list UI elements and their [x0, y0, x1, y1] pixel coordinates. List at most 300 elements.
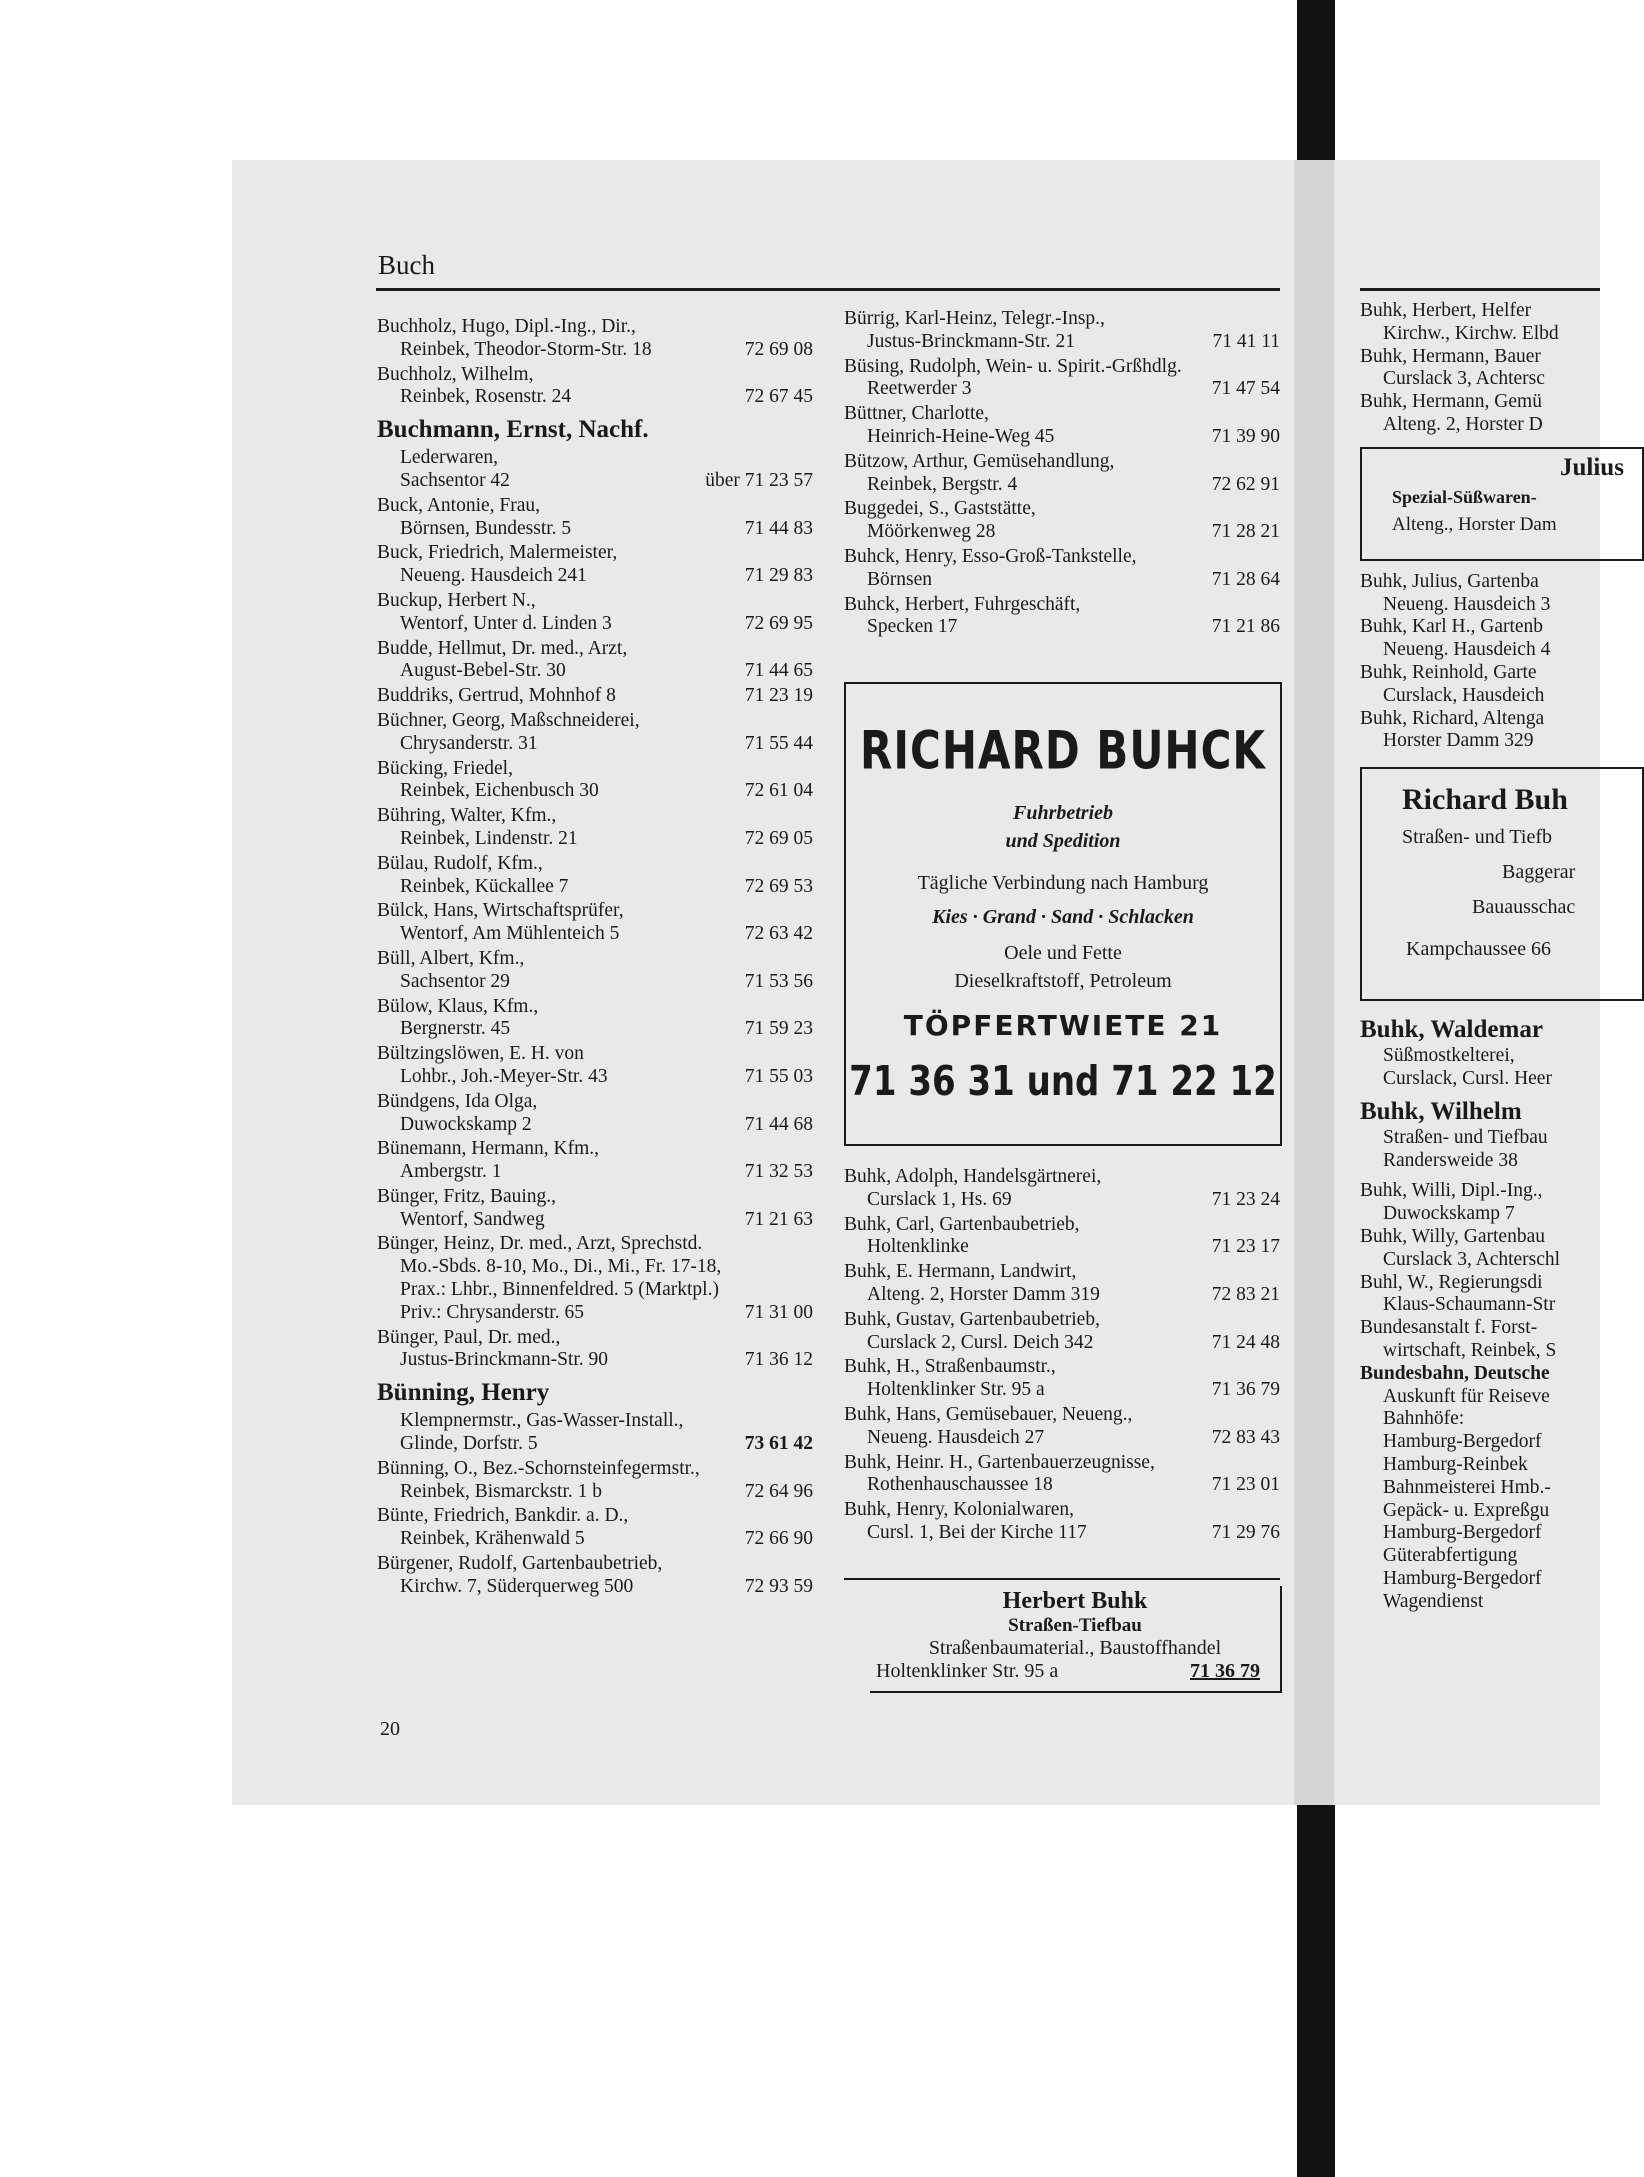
entry-line [844, 1379, 1280, 1402]
entry-text: Bülau, Rudolf, Kfm., [377, 852, 543, 874]
entry-line [377, 590, 813, 613]
entry-text: Reinbek, Rosenstr. 24 [400, 386, 572, 408]
entry-line [377, 1233, 813, 1256]
ad-richard-line-1: Straßen- und Tiefb [1402, 825, 1552, 848]
entry-text: Holtenklinke [867, 1236, 969, 1258]
entry-text: Buckup, Herbert N., [377, 589, 536, 611]
entry-line: wirtschaft, Reinbek, S [1383, 1339, 1557, 1361]
entry-line: Hamburg-Bergedorf [1383, 1522, 1542, 1544]
entry-line [377, 710, 813, 733]
phone-number: 71 44 65 [744, 660, 813, 682]
phone-number: 72 83 21 [1211, 1283, 1280, 1305]
entry-text: Bürgener, Rudolf, Gartenbaubetrieb, [377, 1553, 663, 1575]
entry-line: Horster Damm 329 [1383, 730, 1534, 752]
ad-line-2: Kies · Grand · Sand · Schlacken [932, 906, 1194, 928]
directory-entry [377, 900, 813, 946]
directory-entry [377, 1410, 813, 1456]
entry-text: Neueng. Hausdeich 241 [400, 565, 587, 587]
directory-entry [844, 356, 1280, 402]
phone-number: 71 29 76 [1211, 1521, 1280, 1543]
directory-entry [844, 1309, 1280, 1355]
phone-number: 71 23 24 [1211, 1188, 1280, 1210]
entry-text: Bergnerstr. 45 [400, 1018, 511, 1040]
entry-line: Hamburg-Reinbek [1383, 1453, 1528, 1475]
entry-text: Duwockskamp 2 [400, 1113, 532, 1135]
directory-entry [377, 1327, 813, 1373]
phone-number: 72 69 95 [744, 612, 813, 634]
entry-text: Büchner, Georg, Maßschneiderei, [377, 709, 640, 731]
entry-text: Buchholz, Hugo, Dipl.-Ing., Dir., [377, 316, 636, 337]
entry-text: Buhk, Heinr. H., Gartenbauerzeugnisse, [844, 1451, 1155, 1473]
entry-line [844, 451, 1280, 474]
directory-entry [377, 685, 813, 708]
entry-line [377, 971, 813, 994]
phone-number: 72 93 59 [744, 1575, 813, 1597]
entry-line: Güterabfertigung [1383, 1545, 1518, 1567]
directory-entry [377, 1138, 813, 1184]
ad-richard-line-3: Bauausschac [1472, 895, 1576, 918]
entry-line [844, 1166, 1280, 1189]
directory-entry [844, 1214, 1280, 1260]
entry-text: Bühring, Walter, Kfm., [377, 805, 557, 827]
phone-number: 72 67 45 [744, 386, 813, 408]
entry-line [377, 828, 813, 851]
entry-line: Buhk, Richard, Altenga [1360, 707, 1545, 729]
entry-line [844, 1474, 1280, 1497]
entry-line: Buhk, Willy, Gartenbau [1360, 1225, 1545, 1247]
entry-text: Buchholz, Wilhelm, [377, 363, 534, 385]
entry-text: Büttner, Charlotte, [844, 403, 989, 425]
entry-text: Bünte, Friedrich, Bankdir. a. D., [377, 1505, 629, 1527]
phone-number: 72 69 05 [744, 827, 813, 849]
directory-entry [844, 1404, 1280, 1450]
entry-text: Buhk, H., Straßenbaumstr., [844, 1356, 1056, 1378]
entry-line [844, 426, 1280, 449]
directory-entry [844, 308, 1280, 354]
entry-line [844, 1284, 1280, 1307]
entry-text: Sachsentor 42 [400, 469, 510, 491]
ad-julius-title: Julius [1560, 453, 1624, 481]
entry-line [377, 1553, 813, 1576]
ad-subtitle-2: und Spedition [1005, 830, 1121, 852]
entry-text: Möörkenweg 28 [867, 521, 996, 543]
phone-number: 71 55 03 [744, 1065, 813, 1087]
directory-entry [844, 1166, 1280, 1212]
directory-entry [377, 447, 813, 493]
entry-text: Buhk, Adolph, Handelsgärtnerei, [844, 1166, 1102, 1187]
entry-line: Klaus-Schaumann-Str [1383, 1294, 1556, 1316]
entry-text: Bützow, Arthur, Gemüsehandlung, [844, 450, 1115, 472]
entry-line [844, 1404, 1280, 1427]
phone-number: 71 55 44 [744, 732, 813, 754]
entry-line [377, 1302, 813, 1325]
entry-text: Büll, Albert, Kfm., [377, 947, 525, 969]
header-rule [376, 288, 1280, 291]
directory-entry [377, 590, 813, 636]
phone-number: 73 61 42 [744, 1433, 813, 1455]
ad-herbert-subtitle: Straßen-Tiefbau [1008, 1615, 1142, 1636]
entry-line [377, 948, 813, 971]
entry-text: Buhk, Henry, Kolonialwaren, [844, 1499, 1074, 1521]
directory-entry [377, 1091, 813, 1137]
entry-text: Heinrich-Heine-Weg 45 [867, 425, 1055, 447]
entry-text: Ambergstr. 1 [400, 1161, 502, 1183]
phone-number: 71 47 54 [1211, 378, 1280, 400]
entry-line [377, 518, 813, 541]
entry-line [844, 1189, 1280, 1212]
entry-line: Wagendienst [1383, 1590, 1484, 1612]
phone-number: 71 24 48 [1211, 1331, 1280, 1353]
entry-text: Klempnermstr., Gas-Wasser-Install., [400, 1410, 684, 1432]
entry-text: Reinbek, Krähenwald 5 [400, 1528, 585, 1550]
directory-entry [844, 1356, 1280, 1402]
entry-wilhelm-line-2: Randersweide 38 [1383, 1149, 1518, 1171]
entry-line: Bahnhöfe: [1383, 1408, 1465, 1430]
entry-text: Bünning, O., Bez.-Schornsteinfegermstr., [377, 1457, 700, 1479]
entry-text: Bürrig, Karl-Heinz, Telegr.-Insp., [844, 308, 1105, 329]
entry-text: Buhk, Hans, Gemüsebauer, Neueng., [844, 1403, 1133, 1425]
entry-text: Prax.: Lhbr., Binnenfeldred. 5 (Marktpl.) [400, 1279, 719, 1301]
directory-entry [377, 316, 813, 362]
entry-line: Buhk, Karl H., Gartenb [1360, 616, 1544, 638]
entry-line: Curslack, Hausdeich [1383, 684, 1545, 706]
ad-herbert-buhk [870, 1586, 1282, 1693]
entry-line [377, 1458, 813, 1481]
entry-line [377, 1481, 813, 1504]
entry-line [377, 780, 813, 803]
entry-text: Reetwerder 3 [867, 378, 972, 400]
entry-line [844, 498, 1280, 521]
directory-entry [844, 403, 1280, 449]
entry-text: Buck, Friedrich, Malermeister, [377, 542, 618, 564]
directory-entry [844, 1452, 1280, 1498]
entry-line [377, 1186, 813, 1209]
entry-line [844, 378, 1280, 401]
entry-text: Lohbr., Joh.-Meyer-Str. 43 [400, 1065, 608, 1087]
entry-line [377, 565, 813, 588]
entry-text: Buck, Antonie, Frau, [377, 494, 541, 516]
entry-text: Mo.-Sbds. 8-10, Mo., Di., Mi., Fr. 17-18, [400, 1256, 722, 1278]
ad-street: TÖPFERTWIETE 21 [903, 1009, 1223, 1042]
entry-line [377, 638, 813, 661]
entry-text: Reinbek, Kückallee 7 [400, 875, 569, 897]
entry-text: Bücking, Friedel, [377, 757, 513, 779]
phone-number: 71 21 86 [1211, 616, 1280, 638]
phone-number: 71 32 53 [744, 1161, 813, 1183]
entry-line [844, 616, 1280, 639]
entry-line [377, 1066, 813, 1089]
directory-entry [377, 638, 813, 684]
directory-entry [377, 853, 813, 899]
phone-number: 71 23 17 [1211, 1236, 1280, 1258]
entry-line: Buhk, Julius, Gartenba [1360, 570, 1539, 592]
entry-heading [377, 415, 813, 445]
phone-number: 72 64 96 [744, 1480, 813, 1502]
entry-text: Reinbek, Eichenbusch 30 [400, 780, 599, 802]
entry-line [377, 923, 813, 946]
page-heading: Buch [378, 250, 435, 280]
entry-line: Kirchw., Kirchw. Elbd [1383, 322, 1559, 344]
entry-line [377, 996, 813, 1019]
entry-line [844, 331, 1280, 354]
entry-line [844, 594, 1280, 617]
entry-bundesbahn: Bundesbahn, Deutsche [1360, 1362, 1550, 1384]
phone-number: 72 69 53 [744, 875, 813, 897]
entry-text: Alteng. 2, Horster Damm 319 [867, 1283, 1100, 1305]
phone-number: 71 29 83 [744, 565, 813, 587]
entry-line [844, 403, 1280, 426]
ad-line-3: Oele und Fette [1004, 942, 1122, 964]
phone-number: 71 28 21 [1211, 521, 1280, 543]
entry-line [844, 1452, 1280, 1475]
entry-line: Curslack 3, Achterschl [1383, 1248, 1561, 1270]
ad-line-4: Dieselkraftstoff, Petroleum [954, 970, 1172, 992]
entry-line [377, 339, 813, 362]
column-2-top [844, 308, 1280, 641]
entry-line [377, 758, 813, 781]
phone-number: 71 23 01 [1211, 1474, 1280, 1496]
ad-herbert-phone: 71 36 79 [1190, 1660, 1260, 1682]
entry-text: Buhck, Henry, Esso-Groß-Tankstelle, [844, 545, 1137, 567]
entry-text: Priv.: Chrysanderstr. 65 [400, 1301, 584, 1323]
entry-line [844, 1214, 1280, 1237]
ad-line-1: Tägliche Verbindung nach Hamburg [917, 872, 1209, 894]
entry-line [377, 1505, 813, 1528]
entry-text: Bünning, Henry [377, 1379, 550, 1407]
entry-line [377, 805, 813, 828]
entry-line [377, 1279, 813, 1302]
entry-line [377, 1114, 813, 1137]
entry-text: Büsing, Rudolph, Wein- u. Spirit.-Grßhdlg. [844, 355, 1182, 377]
entry-text: Bünger, Paul, Dr. med., [377, 1326, 561, 1348]
entry-text: Bünemann, Hermann, Kfm., [377, 1138, 600, 1160]
entry-line: Buhk, Willi, Dipl.-Ing., [1360, 1180, 1543, 1202]
directory-entry [377, 1505, 813, 1551]
entry-text: Holtenklinker Str. 95 a [867, 1379, 1045, 1401]
directory-entry [377, 996, 813, 1042]
ad-herbert-top-rule [844, 1578, 1280, 1580]
column-3 [1360, 300, 1624, 1613]
entry-line [844, 1332, 1280, 1355]
entry-text: Neueng. Hausdeich 27 [867, 1426, 1045, 1448]
entry-line [377, 1091, 813, 1114]
phone-number: 71 39 90 [1211, 425, 1280, 447]
entry-line [377, 1349, 813, 1372]
ad-herbert-title: Herbert Buhk [1002, 1588, 1148, 1614]
entry-line [377, 853, 813, 876]
entry-line: Neueng. Hausdeich 3 [1383, 593, 1551, 615]
phone-number: 72 83 43 [1211, 1426, 1280, 1448]
entry-waldemar-name: Buhk, Waldemar [1360, 1016, 1543, 1044]
entry-line [377, 1018, 813, 1041]
entry-text: Buddriks, Gertrud, Mohnhof 8 [377, 685, 616, 707]
column-2-bottom [844, 1166, 1280, 1547]
entry-text: Wentorf, Unter d. Linden 3 [400, 612, 612, 634]
entry-text: Wentorf, Sandweg [400, 1208, 545, 1230]
entry-text: Glinde, Dorfstr. 5 [400, 1433, 538, 1455]
entry-line [377, 900, 813, 923]
entry-line [377, 876, 813, 899]
entry-line: Buhk, Reinhold, Garte [1360, 661, 1537, 683]
entry-text: Curslack 2, Cursl. Deich 342 [867, 1331, 1094, 1353]
entry-text: Rothenhauschaussee 18 [867, 1474, 1053, 1496]
entry-line [844, 1522, 1280, 1545]
ad-julius-address: Alteng., Horster Dam [1392, 514, 1557, 536]
entry-line: Hamburg-Bergedorf [1383, 1567, 1542, 1589]
phone-number: 71 21 63 [744, 1208, 813, 1230]
directory-entry [377, 1233, 813, 1324]
entry-line: Buhl, W., Regierungsdi [1360, 1271, 1543, 1293]
phone-number: 71 36 79 [1211, 1379, 1280, 1401]
ad-richard-line-2: Baggerar [1502, 860, 1576, 883]
phone-number: 71 59 23 [744, 1018, 813, 1040]
entry-line [377, 542, 813, 565]
entry-line [377, 1043, 813, 1066]
entry-text: Kirchw. 7, Süderquerweg 500 [400, 1575, 634, 1597]
phone-number: 72 62 91 [1211, 473, 1280, 495]
entry-text: Bündgens, Ida Olga, [377, 1090, 538, 1112]
directory-entry [377, 1186, 813, 1232]
entry-line [844, 1499, 1280, 1522]
entry-text: Cursl. 1, Bei der Kirche 117 [867, 1521, 1087, 1543]
entry-line: Curslack 3, Achtersc [1383, 368, 1545, 390]
ad-phones: 71 36 31 und 71 22 12 [849, 1058, 1277, 1106]
ad-title: RICHARD BUHCK [860, 719, 1266, 782]
spine-gap [1294, 160, 1334, 1805]
entry-line: Neueng. Hausdeich 4 [1383, 639, 1551, 661]
phone-number: 71 31 00 [744, 1301, 813, 1323]
entry-text: Buggedei, S., Gaststätte, [844, 498, 1036, 520]
entry-text: Specken 17 [867, 616, 958, 638]
entry-line [844, 546, 1280, 569]
phone-number: 71 23 19 [744, 685, 813, 707]
entry-line [844, 1261, 1280, 1284]
directory-entry [844, 546, 1280, 592]
phone-number: 72 69 08 [744, 338, 813, 360]
entry-line [377, 660, 813, 683]
phone-number: 71 36 12 [744, 1349, 813, 1371]
entry-line: Alteng. 2, Horster D [1383, 413, 1543, 435]
phone-number: 72 66 90 [744, 1528, 813, 1550]
directory-entry [377, 364, 813, 410]
entry-line [844, 308, 1280, 331]
entry-text: Bülow, Klaus, Kfm., [377, 995, 539, 1017]
entry-text: Bültzingslöwen, E. H. von [377, 1043, 584, 1065]
ad-richard-title: Richard Buh [1402, 783, 1568, 817]
entry-heading [377, 1378, 813, 1408]
entry-line: Buhk, Hermann, Bauer [1360, 345, 1541, 367]
directory-entry [377, 1458, 813, 1504]
entry-line [377, 364, 813, 387]
entry-line [377, 447, 813, 470]
entry-line [377, 1576, 813, 1599]
entry-text: Wentorf, Am Mühlenteich 5 [400, 923, 620, 945]
entry-line [844, 521, 1280, 544]
entry-text: August-Bebel-Str. 30 [400, 660, 566, 682]
entry-text: Börnsen, Bundesstr. 5 [400, 517, 572, 539]
entry-line [377, 1256, 813, 1279]
binding-strip-bottom [1297, 1805, 1335, 2177]
entry-line: Gepäck- u. Expreßgu [1383, 1499, 1550, 1521]
ad-julius-subtitle: Spezial-Süßwaren- [1392, 486, 1537, 507]
entry-line [377, 386, 813, 409]
binding-strip-top [1297, 0, 1335, 162]
entry-wilhelm-name: Buhk, Wilhelm [1360, 1097, 1522, 1125]
entry-line [377, 613, 813, 636]
entry-text: Lederwaren, [400, 447, 498, 469]
directory-entry [377, 805, 813, 851]
entry-text: Buhk, E. Hermann, Landwirt, [844, 1261, 1077, 1283]
entry-line [377, 1410, 813, 1433]
directory-entry [844, 1261, 1280, 1307]
entry-text: Buchmann, Ernst, Nachf. [377, 416, 649, 444]
entry-text: Justus-Brinckmann-Str. 21 [867, 330, 1075, 352]
entry-line [377, 1138, 813, 1161]
directory-entry [377, 1553, 813, 1599]
entry-text: Chrysanderstr. 31 [400, 732, 538, 754]
entry-line [377, 316, 813, 339]
entry-line [844, 1236, 1280, 1259]
phone-number: 71 44 83 [744, 517, 813, 539]
entry-text: Bünger, Fritz, Bauing., [377, 1185, 557, 1207]
ad-richard-buhk [1360, 767, 1644, 1001]
entry-line [377, 495, 813, 518]
entry-text: Curslack 1, Hs. 69 [867, 1188, 1012, 1210]
phone-number: 72 61 04 [744, 780, 813, 802]
entry-line: Bahnmeisterei Hmb.- [1383, 1476, 1551, 1498]
header-rule-right [1360, 288, 1600, 291]
entry-text: Reinbek, Lindenstr. 21 [400, 827, 578, 849]
entry-line: Buhk, Herbert, Helfer [1360, 300, 1532, 321]
entry-line: Buhk, Hermann, Gemü [1360, 391, 1542, 413]
phone-number: 71 28 64 [1211, 568, 1280, 590]
ad-herbert-address: Holtenklinker Str. 95 a [876, 1660, 1059, 1682]
entry-line [377, 733, 813, 756]
entry-text: Buhk, Gustav, Gartenbaubetrieb, [844, 1308, 1100, 1330]
ad-julius [1360, 447, 1644, 561]
ad-subtitle-1: Fuhrbetrieb [1012, 802, 1114, 824]
entry-text: Buhck, Herbert, Fuhrgeschäft, [844, 593, 1081, 615]
entry-text: Börnsen [867, 568, 932, 590]
entry-text: Reinbek, Theodor-Storm-Str. 18 [400, 338, 652, 360]
entry-line [377, 470, 813, 493]
entry-wilhelm-line-1: Straßen- und Tiefbau [1383, 1126, 1548, 1148]
entry-line [377, 415, 813, 445]
entry-text: Justus-Brinckmann-Str. 90 [400, 1349, 608, 1371]
entry-line: Bundesanstalt f. Forst- [1360, 1317, 1538, 1339]
phone-number: über 71 23 57 [705, 469, 813, 491]
entry-text: Sachsentor 29 [400, 970, 510, 992]
entry-line: Hamburg-Bergedorf [1383, 1431, 1542, 1453]
directory-entry [377, 758, 813, 804]
directory-entry [377, 495, 813, 541]
entry-waldemar-line-1: Süßmostkelterei, [1383, 1045, 1515, 1067]
entry-line [377, 1378, 813, 1408]
entry-line: Duwockskamp 7 [1383, 1203, 1515, 1225]
directory-entry [844, 498, 1280, 544]
ad-herbert-line-1: Straßenbaumaterial., Baustoffhandel [928, 1637, 1222, 1659]
entry-text: Reinbek, Bismarckstr. 1 b [400, 1480, 603, 1502]
directory-entry [377, 710, 813, 756]
entry-line [844, 1309, 1280, 1332]
entry-line [377, 1528, 813, 1551]
entry-line [844, 569, 1280, 592]
ad-richard-line-4: Kampchaussee 66 [1406, 938, 1551, 961]
entry-line [377, 1209, 813, 1232]
entry-line [377, 1327, 813, 1350]
entry-text: Reinbek, Bergstr. 4 [867, 473, 1018, 495]
entry-line [377, 1433, 813, 1456]
